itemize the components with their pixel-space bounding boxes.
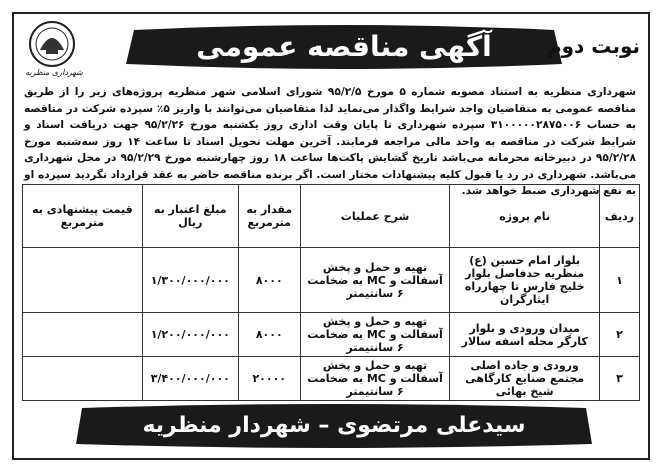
cell-project-name: ورودی و جاده اصلی مجتمع صنایع کارگاهی شیخ بهائی xyxy=(450,357,600,401)
header-operation: شرح عملیات xyxy=(300,185,450,248)
cell-offer-price xyxy=(23,313,143,357)
notice-body: شهرداری منظریه به استناد مصوبه شماره ۵ مورخ ۹۵/۲/۵ شورای اسلامی شهر منظریه پروژه‌های زیر را از طریق مناقصه عمومی به متقاضیان واجد شرایط واگذار می‌نماید لذا متقاضیان می‌توانند با واریز ۵٪ سپرده شرکت در مناقصه به حساب ۳۱۰۰۰۰۰۲۸۷۵۰۰۶ سپرده شهرداری تا پایان وقت اداری روز یکشنبه مورخ ۹۵/۲/۲۶ جهت دریافت اسناد و شرایط شرکت در مناقصه به واحد مالی مراجعه فرمایند. آخرین مهلت تحویل اسناد تا ساعت ۱۴ روز سه‌شنبه مورخ ۹۵/۲/۲۸ در دبیرخانه محرمانه می‌باشد تاریخ گشایش پاکت‌ها ساعت ۱۸ روز چهارشنبه مورخ ۹۵/۲/۲۹ در محل شهرداری می‌باشد. شهرداری در رد یا قبول کلیه پیشنهادات مختار است. اگر برنده مناقصه حاضر به عقد قرارداد نگردید سپرده او به نفع شهرداری ضبط خواهد شد. xyxy=(24,86,636,197)
header-amount: مقدار به مترمربع xyxy=(238,185,300,248)
round-label: نوبت دوم xyxy=(546,34,640,58)
projects-table xyxy=(22,184,640,401)
cell-offer-price xyxy=(23,357,143,401)
notice-frame xyxy=(12,12,650,460)
cell-project-name: بلوار امام حسین (ع) منظریه حدفاصل بلوار خلیج فارس تا چهارراه ایثارگران xyxy=(450,248,600,313)
cell-operation: تهیه و حمل و پخش آسفالت و MC به ضخامت ۶ سانتیمتر xyxy=(300,357,450,401)
header-row-number: ردیف xyxy=(600,185,640,248)
cell-amount: ۸۰۰۰ xyxy=(238,248,300,313)
page-title: آگهی مناقصه عمومی xyxy=(196,30,492,63)
cell-row-number: ۱ xyxy=(600,248,640,313)
cell-project-name: میدان ورودی و بلوار کارگر محله اسفه سالار xyxy=(450,313,600,357)
table-row xyxy=(23,313,640,357)
cell-amount: ۸۰۰۰ xyxy=(238,313,300,357)
table-header-row xyxy=(23,185,640,248)
cell-operation: تهیه و حمل و پخش آسفالت و MC به ضخامت ۶ سانتیمتر xyxy=(300,248,450,313)
cell-operation: تهیه و حمل و پخش آسفالت و MC به ضخامت ۶ سانتیمتر xyxy=(300,313,450,357)
table-row xyxy=(23,248,640,313)
cell-row-number: ۲ xyxy=(600,313,640,357)
header-project-name: نام پروژه xyxy=(450,185,600,248)
signature-banner xyxy=(74,404,594,448)
signature-text: سیدعلی مرتضوی – شهردار منظریه xyxy=(142,413,526,438)
cell-row-number: ۳ xyxy=(600,357,640,401)
header-offer-price: قیمت پیشنهادی به مترمربع xyxy=(23,185,143,248)
header-credit: مبلغ اعتبار به ریال xyxy=(142,185,238,248)
cell-credit: ۱/۲۰۰/۰۰۰/۰۰۰ xyxy=(142,313,238,357)
logo-caption: شهرداری منظریه xyxy=(25,68,83,77)
cell-credit: ۱/۳۰۰/۰۰۰/۰۰۰ xyxy=(142,248,238,313)
cell-offer-price xyxy=(23,248,143,313)
table-row xyxy=(23,357,640,401)
cell-credit: ۳/۴۰۰/۰۰۰/۰۰۰ xyxy=(142,357,238,401)
title-banner xyxy=(124,24,564,70)
cell-amount: ۲۰۰۰۰ xyxy=(238,357,300,401)
